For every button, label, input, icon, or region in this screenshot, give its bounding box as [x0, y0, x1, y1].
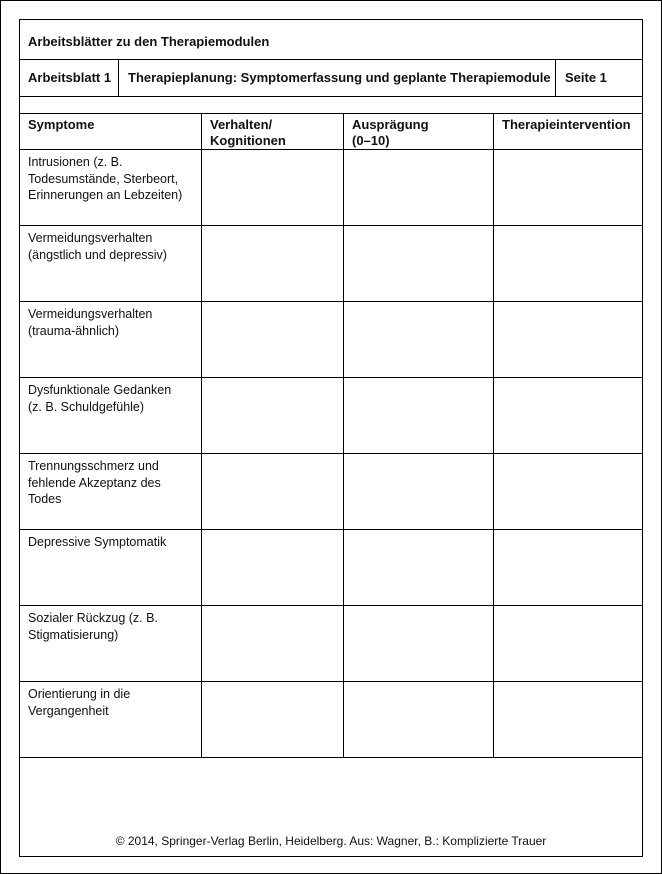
symptom-row-label: Orientierung in die Vergangenheit — [28, 687, 131, 718]
divider — [19, 757, 642, 758]
column-header: Ausprägung (0–10) — [352, 117, 429, 148]
divider — [201, 113, 202, 757]
divider — [19, 605, 642, 606]
symptom-row-label: Intrusionen (z. B. Todesumstände, Sterbeort, Erinnerungen an Lebzeiten) — [28, 155, 183, 202]
column-header: Symptome — [28, 117, 95, 132]
symptom-row-label: Trennungsschmerz und fehlende Akzeptanz des Todes — [28, 459, 161, 506]
worksheet-frame — [19, 19, 643, 857]
divider — [19, 301, 642, 302]
divider — [19, 149, 642, 150]
symptom-row-label: Depressive Symptomatik — [28, 535, 167, 549]
divider — [19, 96, 642, 97]
divider — [19, 529, 642, 530]
symptom-row-label: Vermeidungsverhalten (ängstlich und depressiv) — [28, 231, 167, 262]
column-header: Therapieintervention — [502, 117, 631, 132]
sheet-label: Arbeitsblatt 1 — [28, 70, 112, 85]
divider — [19, 59, 642, 60]
divider — [19, 225, 642, 226]
divider — [19, 377, 642, 378]
sheet-title: Therapieplanung: Symptomerfassung und geplante Therapiemodule — [128, 70, 551, 85]
divider — [19, 113, 642, 114]
divider — [19, 453, 642, 454]
divider — [118, 59, 119, 96]
divider — [343, 113, 344, 757]
symptom-row-label: Sozialer Rückzug (z. B. Stigmatisierung) — [28, 611, 158, 642]
divider — [493, 113, 494, 757]
worksheet-title: Arbeitsblätter zu den Therapiemodulen — [28, 34, 270, 49]
symptom-row-label: Vermeidungsverhalten (trauma-ähnlich) — [28, 307, 153, 338]
page-label: Seite 1 — [565, 70, 607, 85]
divider — [555, 59, 556, 96]
divider — [19, 681, 642, 682]
copyright-notice: © 2014, Springer-Verlag Berlin, Heidelberg. Aus: Wagner, B.: Komplizierte Trauer — [115, 834, 547, 848]
symptom-row-label: Dysfunktionale Gedanken (z. B. Schuldgefühle) — [28, 383, 172, 414]
column-header: Verhalten/ Kognitionen — [210, 117, 286, 148]
